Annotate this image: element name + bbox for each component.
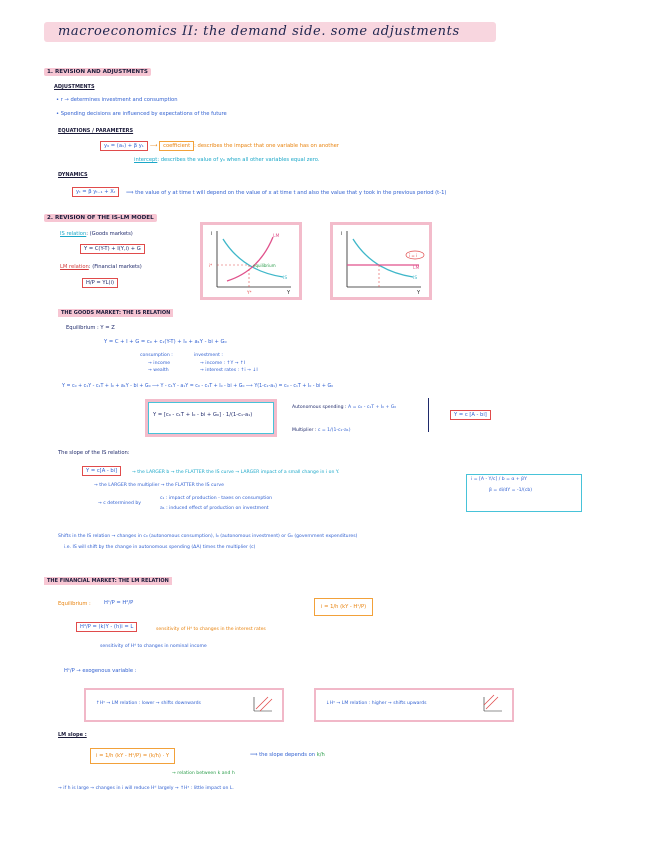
investment-2: → interest rates : ↑i → ↓I	[200, 368, 258, 373]
c1-desc: c₁ : impact of production - taxes on consumption	[160, 496, 273, 501]
is-lm-graph-2-svg	[333, 225, 429, 297]
goods-long-eq: Y = c₀ + c₁Y - c₁T + I₀ + a₁Y - bi + G₀ ⟶ Y - c₁Y - a₁Y = c₀ - c₁T + I₀ - bi + G₀ ⟶ Y(1-c₁-a₁) = c₀ - c₁T + I₀ - bi + G₀	[62, 384, 334, 389]
slope-desc-1: → the LARGER b → the FLATTER the IS curve → LARGER impact of a small change in i on Y.	[132, 470, 340, 475]
slope-desc-2: → the LARGER the multiplier → the FLATTER the IS curve	[94, 483, 224, 488]
is-shifts-2: i.e. IS will shift by the change in autonomous spending (ΔA) times the multiplier (c)	[64, 545, 256, 550]
goods-main-eq: Y = C + I + G = c₀ + c₁(Y-T) + I₀ + a₁Y - bi + G₀	[104, 339, 227, 345]
dynamics-eq: yₜ = β yₜ₋₁ + Xₜ	[72, 187, 119, 197]
lm-up-icon	[482, 695, 504, 713]
fin-eq-frac: Hˢ/P = Hᵈ/P	[104, 600, 134, 606]
graph1-istar: i*	[209, 263, 213, 268]
exogenous-label: Hˢ/P → exogenous variable :	[64, 668, 137, 674]
coef-line: ⟶ coefficient : describes the impact that one variable has on another	[150, 143, 339, 149]
investment-1: → income : ↑Y → ↑I	[200, 361, 246, 366]
dynamics-label: DYNAMICS	[58, 172, 88, 178]
intercept-line: intercept: describes the value of y₀ when all other variables equal zero.	[134, 157, 320, 163]
page-title: macroeconomics II: the demand side. some adjustments	[58, 24, 460, 39]
lm-relation-kh: → relation between k and h	[172, 771, 235, 776]
graph1-eq-label: equilibrium	[253, 263, 276, 268]
divider-bracket	[428, 398, 429, 432]
lm-slope-label: LM slope :	[58, 732, 87, 738]
is-lm-graph-1	[200, 222, 302, 300]
consumption-2: → wealth	[148, 368, 169, 373]
graph1-ystar: Y*	[247, 290, 252, 295]
sensitivity-y: sensitivity of Hᵈ to changes in nominal income	[100, 644, 207, 649]
eq-coefficient: y₀ = (a₁) + β y₁	[100, 141, 148, 151]
consumption-1: → income	[148, 361, 171, 366]
is-right-eq-2: β = di/dY = -1/(cb)	[489, 488, 533, 493]
lm-slope-eq: i = 1/h (kY - Hˢ/P) = (k/h) · Y	[90, 748, 175, 764]
graph2-note: ī = i	[409, 253, 418, 258]
lm-down-box	[84, 688, 284, 722]
goods-heading: THE GOODS MARKET: THE IS RELATION	[58, 309, 173, 317]
consumption-label: consumption :	[140, 353, 173, 358]
fin-right-eq: i = 1/h (kY - Hˢ/P)	[314, 598, 373, 616]
lm-slope-result: ⟹ the slope depends on k/h	[250, 752, 325, 758]
lm-down-icon	[252, 695, 274, 713]
goods-final-eq: Y = c [A - bi]	[450, 410, 491, 420]
is-lm-graph-1-svg	[203, 225, 299, 297]
multiplier: Multiplier : c = 1/(1-c₁-a₁)	[292, 428, 351, 433]
is-right-box	[466, 474, 582, 512]
equations-label: EQUATIONS / PARAMETERS	[58, 128, 134, 134]
autonomous-spending: Autonomous spending : A = c₀ - c₁T + I₀ + G₀	[292, 405, 397, 410]
bullet-2: • Spending decisions are influenced by expectations of the future	[56, 111, 227, 117]
fin-equilibrium: Equilibrium :	[58, 601, 91, 607]
goods-frac-eq: Y = [c₀ - c₁T + I₀ - bi + G₀] · 1/(1-c₁-a₁)	[153, 412, 253, 418]
bullet-1: • r → determines investment and consumption	[56, 97, 178, 103]
section-1-heading: 1. REVISION AND ADJUSTMENTS	[44, 68, 151, 76]
graph1-lm-label: LM	[273, 234, 280, 239]
adjustments-label: ADJUSTMENTS	[54, 84, 95, 90]
a1-desc: a₁ : induced effect of production on investment	[160, 506, 269, 511]
graph1-y-label: i	[211, 231, 213, 237]
dynamics-desc: ⟹ the value of y at time t will depend on the value of x at time t and also the value that y took in the previous period (t-1)	[126, 190, 447, 196]
lm-down-text: ↑Hˢ → LM relation : lower → shifts downwards	[96, 701, 201, 706]
goods-frac-eq-box	[148, 402, 274, 434]
graph2-lm-label: LM	[413, 266, 420, 271]
is-right-eq-1: i = [A - Y/c] / b = α + βY	[471, 477, 527, 482]
is-slope-label: The slope of the IS relation:	[58, 450, 130, 456]
graph1-is-label: IS	[283, 276, 288, 281]
graph2-x-label: Y	[417, 290, 421, 296]
graph1-x-label: Y	[287, 290, 291, 296]
graph1-lm-curve	[227, 237, 273, 281]
graph2-y-label: i	[341, 231, 343, 237]
c-determined: → c determined by	[98, 501, 141, 506]
is-equation: Y = C(Y-T) + I(Y,i) + G	[80, 244, 145, 254]
is-lm-graph-2	[330, 222, 432, 300]
lm-equation: H/P = YL(i)	[82, 278, 118, 288]
is-slope-eq: Y = c[A - bi]	[82, 466, 121, 476]
is-shifts-1: Shifts in the IS relation → changes in c₀ (autonomous consumption), I₀ (autonomous investment) or G₀ (government expenditures)	[58, 534, 358, 539]
investment-label: investment :	[194, 353, 223, 358]
lm-up-text: ↓Hˢ → LM relation : higher → shifts upwards	[326, 701, 427, 706]
lm-relation-label: LM relation: (Financial markets)	[60, 264, 142, 270]
lm-last-note: → if h is large → changes in i will reduce Hᵈ largely → ↑Hˢ : little impact on L.	[58, 786, 234, 791]
section-2-heading: 2. REVISION OF THE IS-LM MODEL	[44, 214, 157, 222]
graph1-is-curve	[223, 239, 283, 277]
sensitivity-i: sensitivity of Hᵈ to changes in the interest rates	[156, 627, 266, 632]
graph2-is-curve	[353, 239, 413, 277]
goods-equilibrium: Equilibrium : Y = Z	[66, 325, 115, 331]
is-relation-label: IS relation: (Goods markets)	[60, 231, 133, 237]
graph2-is-label: IS	[413, 276, 418, 281]
fin-heading: THE FINANCIAL MARKET: THE LM RELATION	[44, 577, 172, 585]
fin-lm-eq: Hᵈ/P = (k)Y - (h)i = L	[76, 622, 137, 632]
lm-up-box	[314, 688, 514, 722]
